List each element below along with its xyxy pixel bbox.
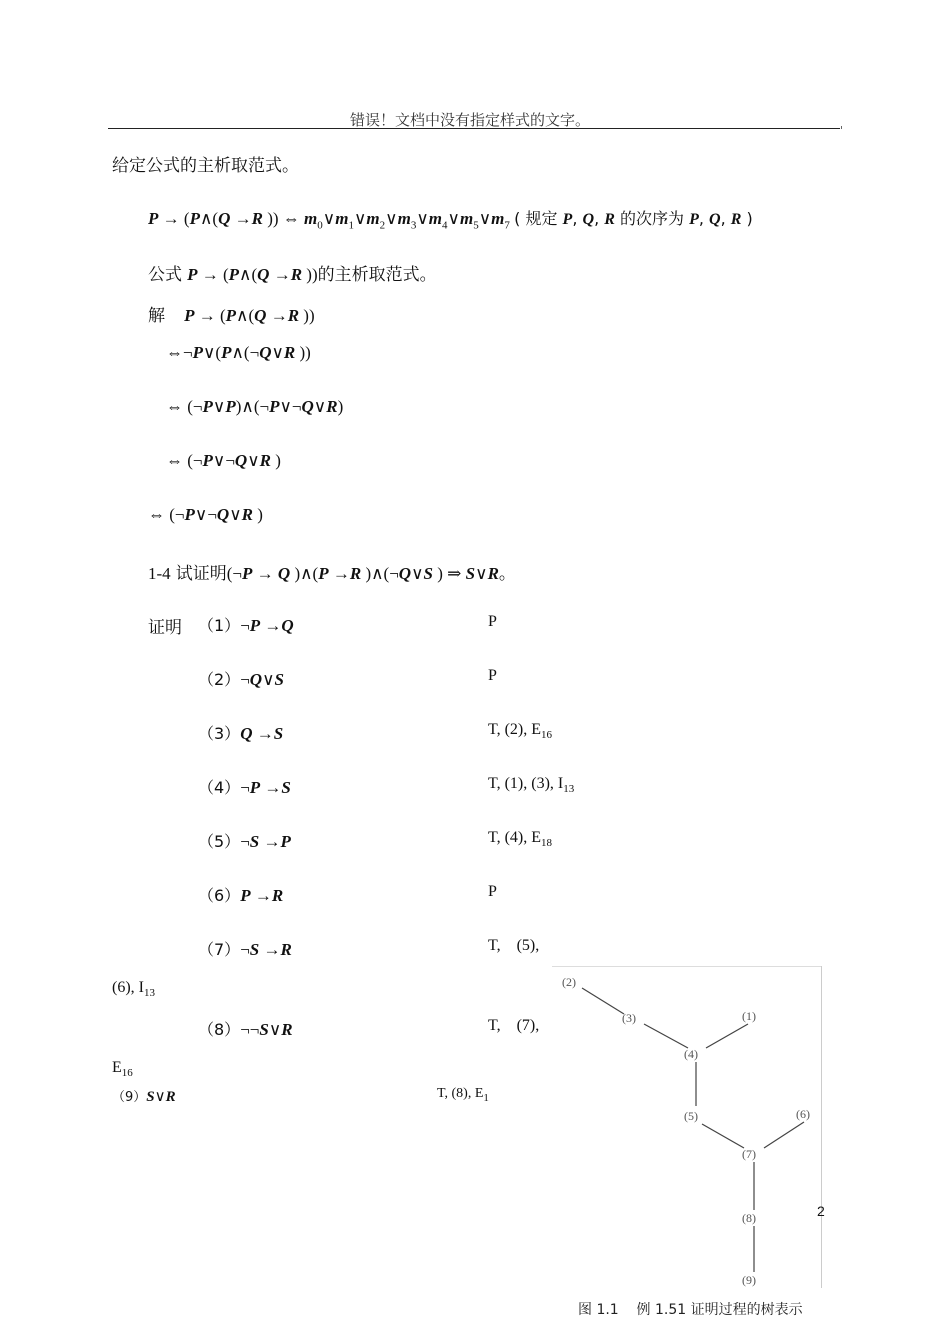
problem-number: 1-4 xyxy=(148,564,171,583)
solution-label: 解 xyxy=(148,306,165,326)
problem-text: 试证明 xyxy=(175,564,227,584)
equation-1: P → (P∧(Q →R )) ⇔ $m_0\vee m_1\vee m_2\vee m_3\vee m_4\vee m_5\vee m_7$ ( 规定 P, Q, R 的次序为 P, Q, R ) xyxy=(148,209,753,232)
proof-reason-8-wrap: $E_{16}$ xyxy=(112,1059,133,1080)
proof-reason-4: T, (1), (3), $I_{13}$ xyxy=(488,775,575,796)
tree-edge-1-4 xyxy=(706,1024,748,1048)
tree-edge-6-7 xyxy=(764,1122,804,1148)
proof-line-2: （2）¬Q∨S xyxy=(198,670,284,689)
header-rule-mark xyxy=(841,126,842,129)
proof-reason-5: T, (4), $E_{18}$ xyxy=(488,829,553,850)
solution-step-3: ⇔ (¬P∨¬Q∨R ) xyxy=(166,451,281,470)
proof-line-4: （4）¬P →S xyxy=(198,778,291,797)
tree-edge-2-3 xyxy=(582,988,624,1014)
problem-statement: 1-4 试证明(¬P → Q )∧(P →R )∧(¬Q∨S ) ⇒ S∨R。 xyxy=(148,564,516,584)
proof-reason-6: P xyxy=(488,883,497,900)
solution-step-2: ⇔ (¬P∨P)∧(¬P∨¬Q∨R) xyxy=(166,397,344,416)
running-header: 错误！文档中没有指定样式的文字。 xyxy=(350,111,591,129)
proof-reason-2: P xyxy=(488,667,497,684)
intro-text: 给定公式的主析取范式。 xyxy=(112,156,299,176)
tree-node-3: (3) xyxy=(622,1011,636,1025)
tree-node-1: (1) xyxy=(742,1009,756,1023)
tree-node-6: (6) xyxy=(796,1107,810,1121)
proof-line-5: （5）¬S →P xyxy=(198,832,291,851)
proof-tree-figure xyxy=(552,966,822,1288)
page-number: 2 xyxy=(817,1203,825,1219)
proof-line-6: （6）P →R xyxy=(198,886,284,905)
proof-label: 证明 xyxy=(148,618,182,638)
figure-caption: 图 1.1 例 1.51 证明过程的树表示 xyxy=(578,1302,803,1318)
proof-reason-1: P xyxy=(488,613,497,630)
equation-2: 公式 P → (P∧(Q →R ))的主析取范式。 xyxy=(148,265,437,285)
proof-reason-8: T, (7), xyxy=(488,1017,540,1034)
header-rule xyxy=(108,128,840,129)
proof-reason-3: T, (2), $E_{16}$ xyxy=(488,721,553,742)
tree-node-8: (8) xyxy=(742,1211,756,1225)
proof-reason-7-wrap: (6), $I_{13}$ xyxy=(112,979,155,1000)
solution-start: 解 P → (P∧(Q →R )) xyxy=(148,306,315,326)
proof-line-9: （9）S∨R xyxy=(112,1089,176,1105)
proof-reason-7: T, (5), xyxy=(488,937,540,954)
tree-edge-5-7 xyxy=(702,1124,744,1148)
equation-2-suffix: 的主析取范式。 xyxy=(317,265,437,285)
tree-node-7: (7) xyxy=(742,1147,756,1161)
equation-2-prefix: 公式 xyxy=(148,265,182,285)
solution-step-1: ⇔¬P∨(P∧(¬Q∨R )) xyxy=(166,343,311,362)
tree-node-4: (4) xyxy=(684,1047,698,1061)
proof-reason-9: T, (8), $E_1$ xyxy=(437,1086,489,1104)
tree-node-5: (5) xyxy=(684,1109,698,1123)
proof-line-8: （8）¬¬S∨R xyxy=(198,1020,293,1039)
tree-node-9: (9) xyxy=(742,1273,756,1287)
proof-line-7: （7）¬S →R xyxy=(198,940,292,959)
solution-step-4: ⇔ (¬P∨¬Q∨R ) xyxy=(148,505,263,524)
tree-node-2: (2) xyxy=(562,975,576,989)
proof-line-1: （1）¬P →Q xyxy=(198,616,294,635)
tree-edge-3-4 xyxy=(644,1024,688,1048)
proof-line-3: （3）Q →S xyxy=(198,724,284,743)
